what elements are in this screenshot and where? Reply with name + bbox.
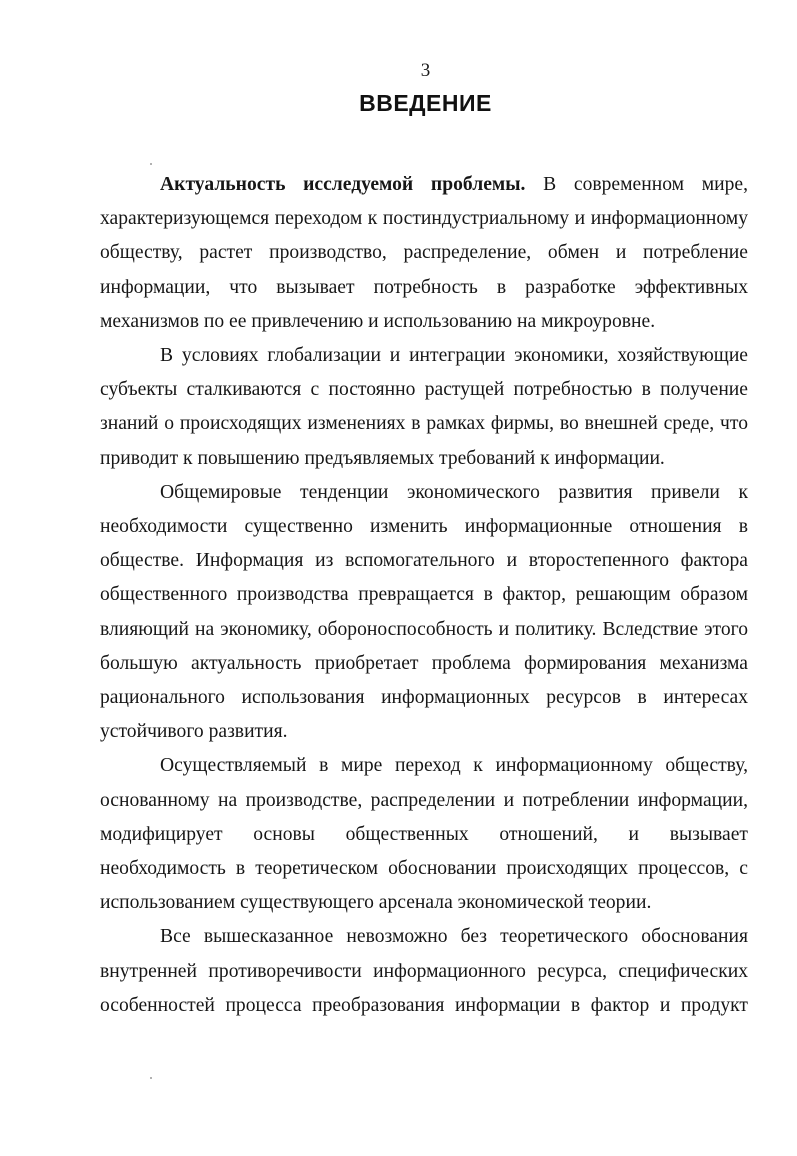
paragraph-text: В условиях глобализации и интеграции экономики, хозяйствующие субъекты сталкиваются с постоянно растущей потребностью в получение знаний о происходящих изменениях в рамках фирмы, во внешней среде, что приводит к повышению предъявляемых требований к информации. (100, 345, 748, 469)
body-text (100, 168, 748, 1023)
paragraph-relevance (100, 168, 748, 339)
paragraph-information-society (100, 749, 748, 920)
section-heading: ВВЕДЕНИЕ (359, 90, 492, 116)
paragraph-text: Общемировые тенденции экономического развития привели к необходимости существенно изменить информационные отношения в обществе. Информация из вспомогательного и второстепенного фактора общественного производства превращается в фактор, решающим образом влияющий на экономику, обороноспособность и политику. Вследствие этого большую актуальность приобретает проблема формирования механизма рационального использования информационных ресурсов в интересах устойчивого развития. (100, 481, 748, 743)
paragraph-text: В современном мире, характеризующемся переходом к постиндустриальному и информационному обществу, растет производство, распределение, обмен и потребление информации, что вызывает потребность в разработке эффективных механизмов по ее привлечению и использованию на микроуровне. (100, 174, 748, 332)
paragraph-lead: Актуальность исследуемой проблемы. (160, 174, 526, 195)
paragraph-text: Все вышесказанное невозможно без теоретического обоснования внутренней противоречивости информационного ресурса, специфических особенностей процесса преобразования информации в фактор и продукт (100, 926, 748, 1016)
paragraph-globalization (100, 339, 748, 476)
paragraph-theoretical-basis (100, 920, 748, 1023)
scan-speck (150, 1077, 152, 1079)
scan-speck (150, 163, 152, 165)
paragraph-text: Осуществляемый в мире переход к информационному обществу, основанному на производстве, распределении и потреблении информации, модифицирует основы общественных отношений, и вызывает необходимость в теоретическом обосновании происходящих процессов, с использованием существующего арсенала экономической теории. (100, 755, 748, 914)
page-number: 3 (420, 60, 431, 81)
paragraph-world-trends (100, 476, 748, 750)
